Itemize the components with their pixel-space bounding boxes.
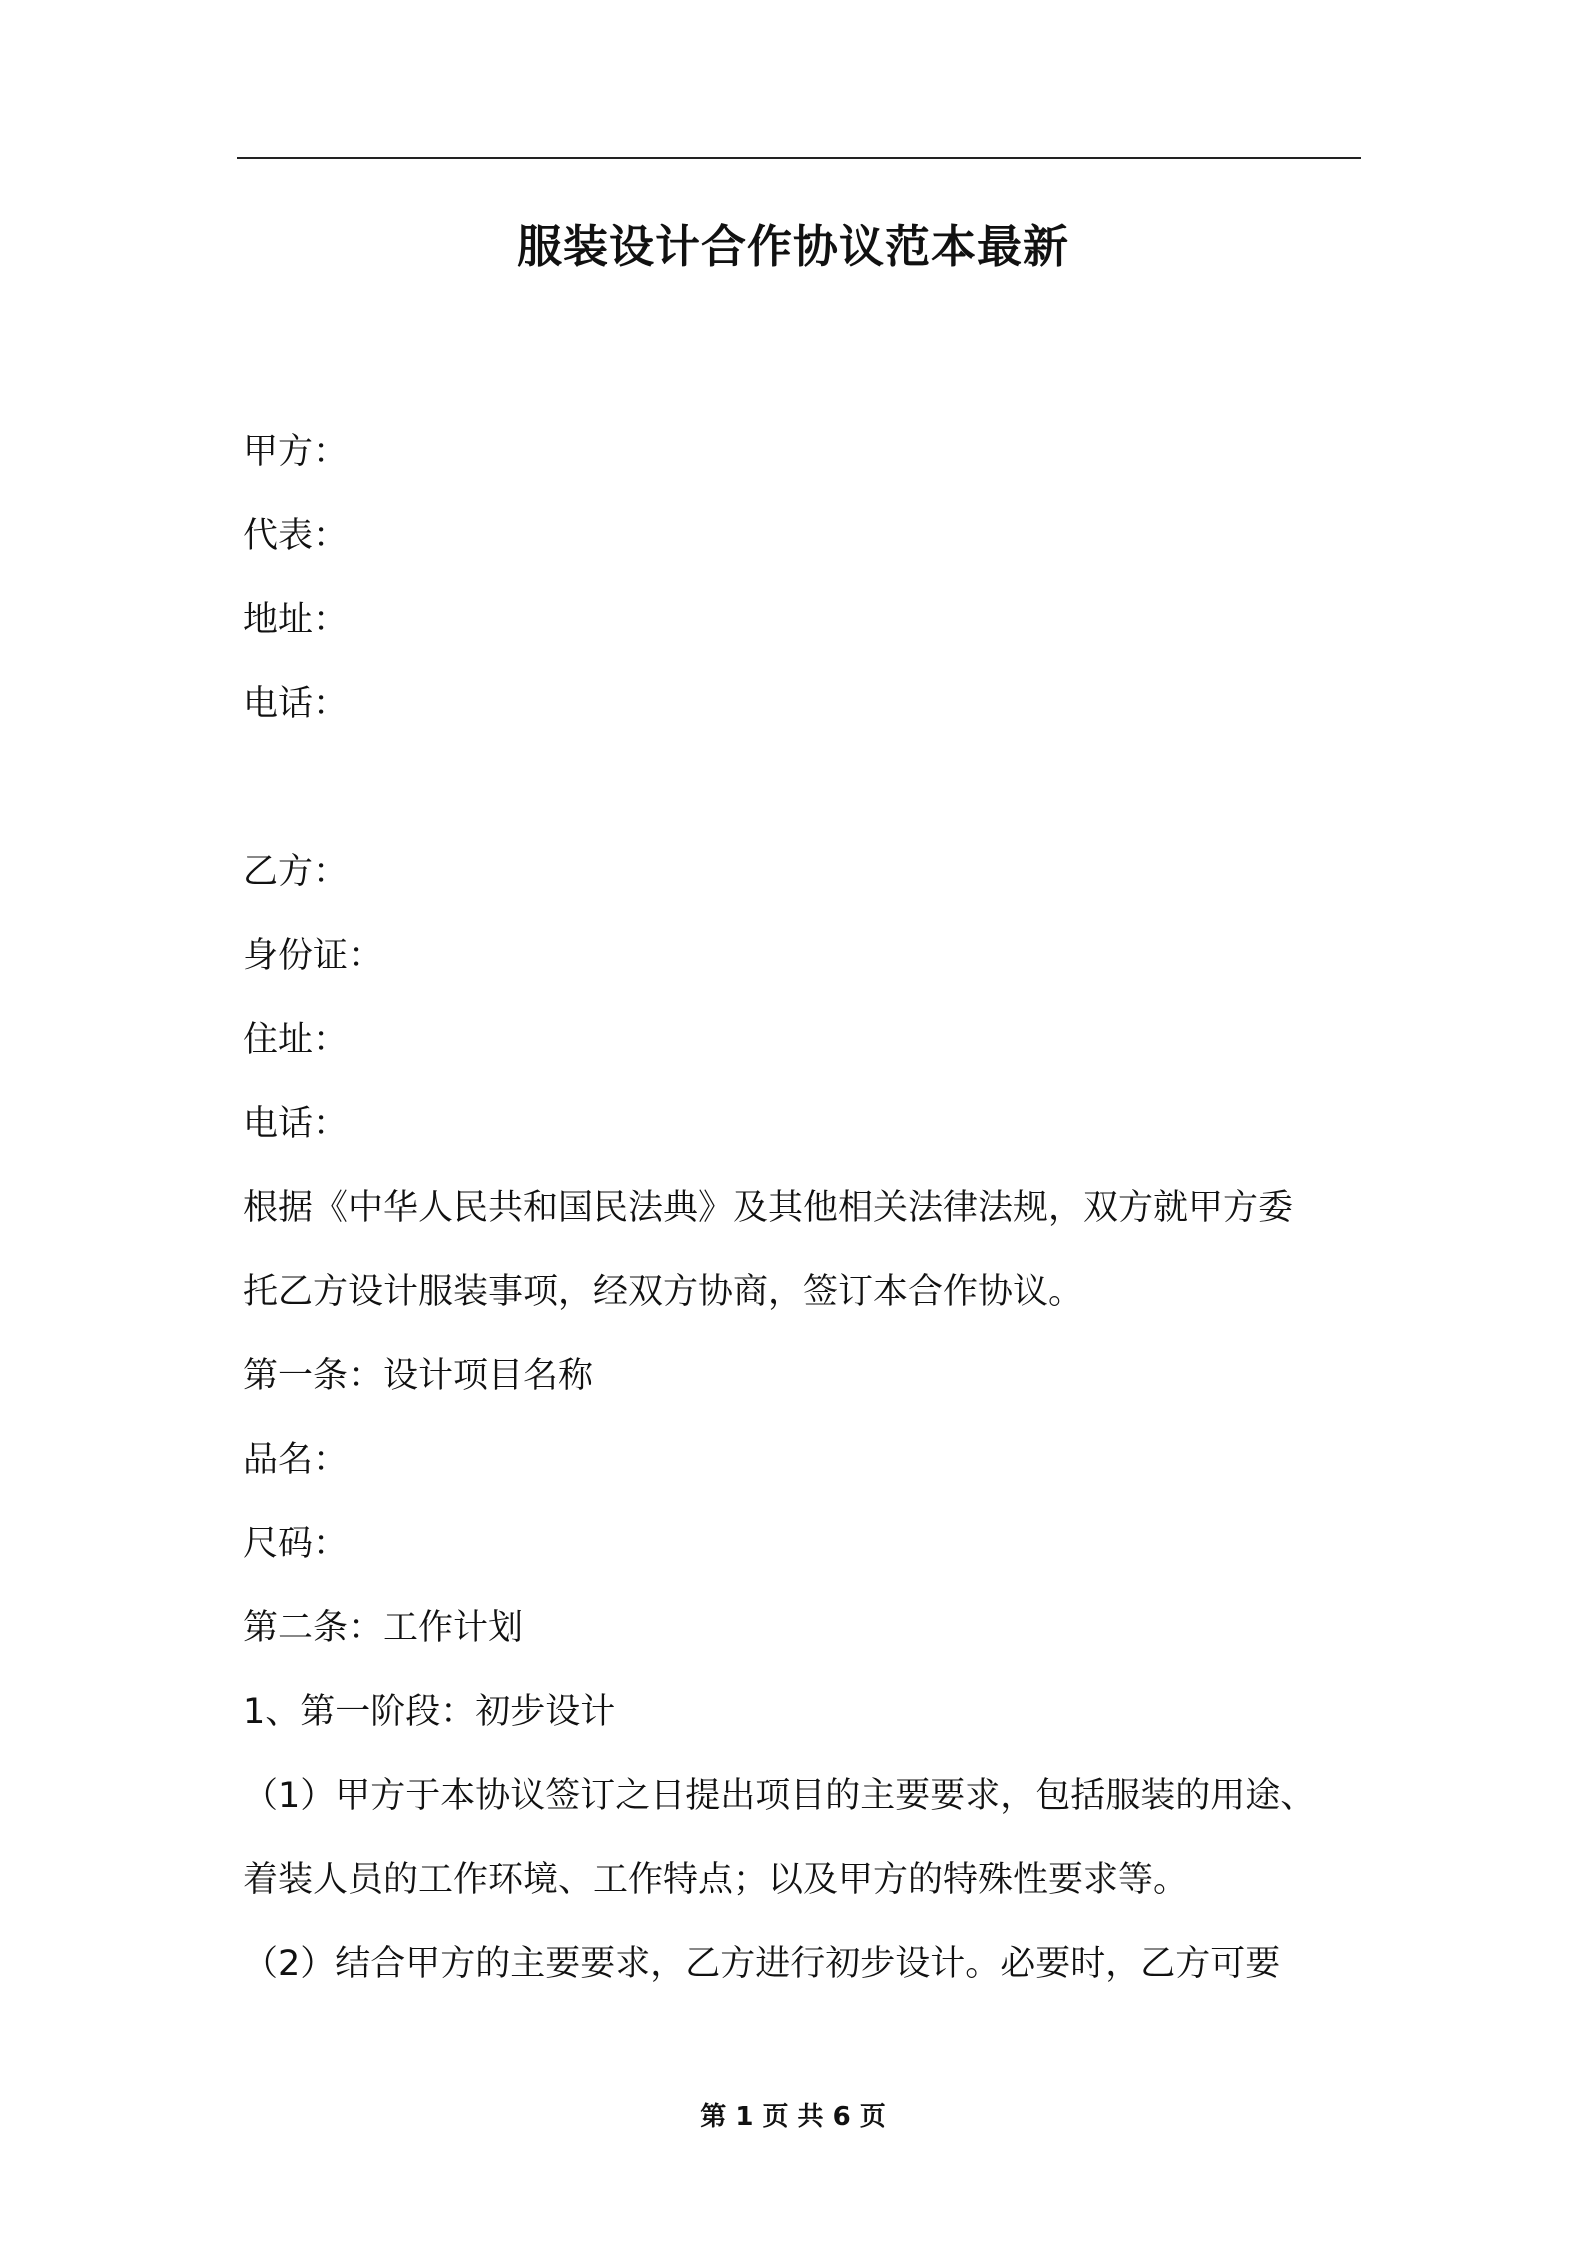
party-b-phone-field: 电话： — [243, 1104, 349, 1144]
clause-2-line: （2）结合甲方的主要要求，乙方进行初步设计。必要时，乙方可要 — [243, 1944, 1281, 1984]
document-title: 服装设计合作协议范本最新 — [516, 220, 1069, 273]
party-a-phone-field: 电话： — [243, 684, 349, 724]
header-rule — [237, 157, 1361, 159]
article-1-heading: 第一条：设计项目名称 — [243, 1356, 594, 1396]
stage-1-heading: 1、第一阶段：初步设计 — [243, 1692, 616, 1732]
preamble-line: 根据《中华人民共和国民法典》及其他相关法律法规，双方就甲方委 — [243, 1188, 1294, 1228]
section-spacer — [243, 746, 1383, 830]
clause-1-line: 着装人员的工作环境、工作特点；以及甲方的特殊性要求等。 — [243, 1860, 1189, 1900]
party-b-residence-field: 住址： — [243, 1020, 349, 1060]
article-2-heading: 第二条：工作计划 — [243, 1608, 524, 1648]
document-body — [243, 410, 1383, 2006]
preamble-line: 托乙方设计服装事项，经双方协商，签订本合作协议。 — [243, 1272, 1084, 1312]
party-b-name-field: 乙方： — [243, 852, 349, 892]
page-number-footer: 第 1 页 共 6 页 — [700, 2102, 886, 2132]
size-field: 尺码： — [243, 1524, 349, 1564]
party-b-id-card-field: 身份证： — [243, 936, 384, 976]
clause-1-line: （1）甲方于本协议签订之日提出项目的主要要求，包括服装的用途、 — [243, 1776, 1316, 1816]
party-a-representative-field: 代表： — [243, 516, 349, 556]
product-name-field: 品名： — [243, 1440, 349, 1480]
party-a-name-field: 甲方： — [243, 432, 349, 472]
party-a-address-field: 地址： — [243, 600, 349, 640]
